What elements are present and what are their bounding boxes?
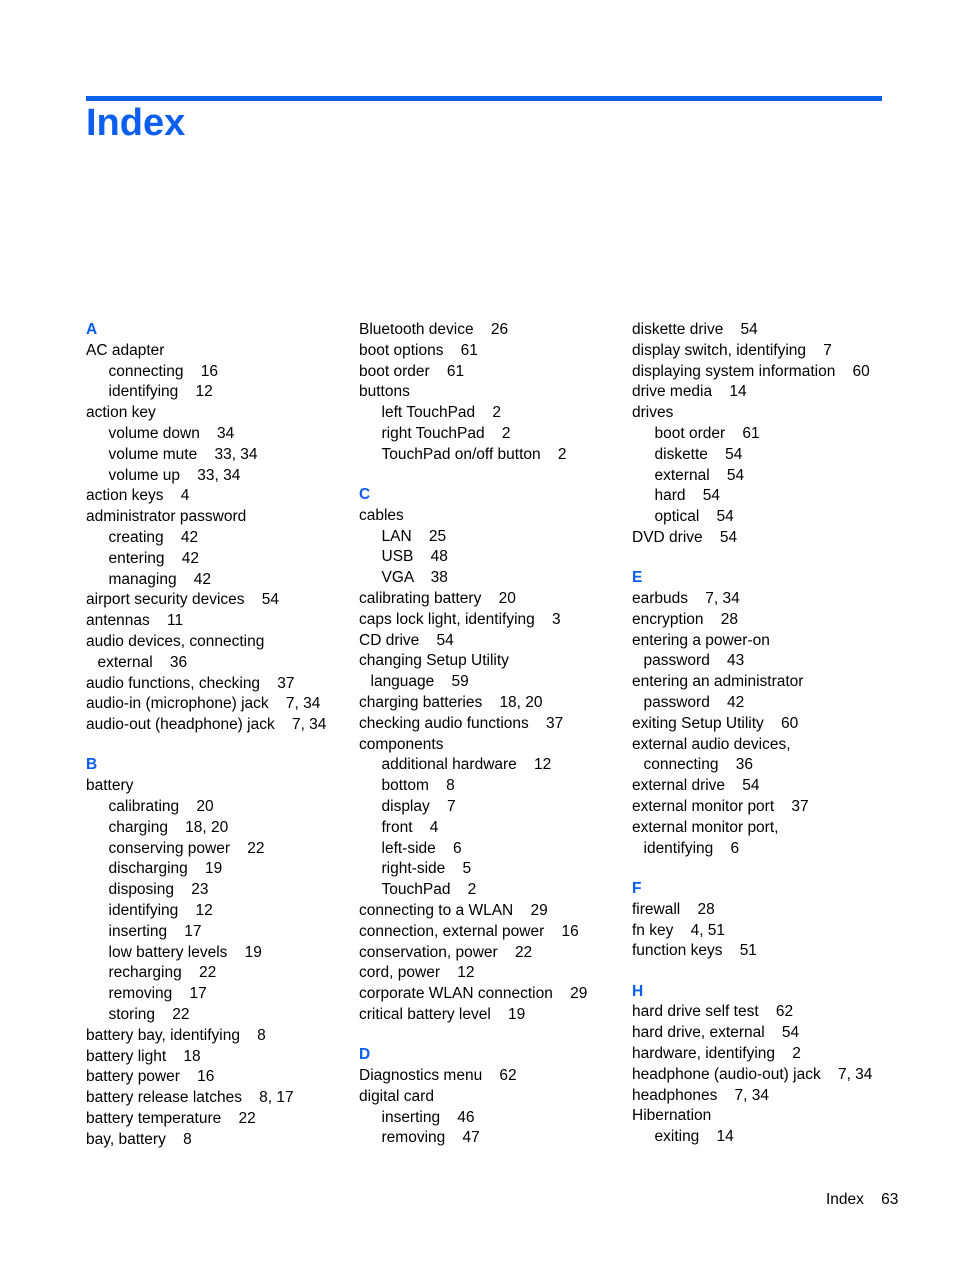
index-entry: boot options 61 — [359, 341, 478, 359]
index-entry: AC adapter — [86, 341, 165, 359]
index-subentry: identifying 12 — [108, 902, 213, 920]
index-subentry: discharging 19 — [108, 860, 223, 878]
page-number: 63 — [881, 1191, 899, 1208]
index-entry: Hibernation — [632, 1107, 712, 1125]
index-entry: antennas 11 — [86, 612, 184, 630]
index-entry: diskette drive 54 — [632, 321, 758, 338]
index-entry: hard drive, external 54 — [632, 1024, 800, 1042]
index-subentry: exiting 14 — [654, 1128, 734, 1146]
index-entry: checking audio functions 37 — [359, 714, 564, 732]
index-subentry: storing 22 — [108, 1006, 190, 1023]
index-subentry: connecting 36 — [643, 756, 753, 774]
index-entry: corporate WLAN connection 29 — [359, 985, 588, 1003]
index-entry: hardware, identifying 2 — [632, 1045, 801, 1062]
index-subentry: LAN 25 — [381, 527, 447, 545]
page-footer — [826, 1191, 898, 1209]
index-subentry: language 59 — [370, 673, 469, 691]
section-letter: H — [632, 982, 644, 1000]
index-subentry: removing 47 — [381, 1129, 480, 1147]
index-entry: DVD drive 54 — [632, 528, 738, 546]
index-entry: digital card — [359, 1087, 434, 1105]
index-subentry: bottom 8 — [381, 777, 455, 795]
index-section — [86, 755, 348, 1150]
index-section — [359, 485, 621, 1026]
index-section — [632, 568, 894, 859]
index-subentry: low battery levels 19 — [108, 943, 262, 961]
index-entry: hard drive self test 62 — [632, 1003, 794, 1021]
index-subentry: hard 54 — [654, 487, 720, 505]
index-subentry: calibrating 20 — [108, 798, 214, 816]
index-subentry: recharging 22 — [108, 964, 217, 982]
index-entry: airport security devices 54 — [86, 591, 279, 609]
index-section — [359, 1045, 621, 1149]
index-subentry: VGA 38 — [381, 569, 448, 587]
index-entry: conservation, power 22 — [359, 943, 533, 961]
footer-label: Index — [826, 1191, 864, 1208]
index-subentry: left TouchPad 2 — [381, 404, 501, 422]
index-subentry: front 4 — [381, 818, 439, 836]
index-subentry: TouchPad 2 — [381, 881, 477, 899]
index-subentry: right TouchPad 2 — [381, 424, 511, 442]
index-entry: components — [359, 735, 444, 753]
section-letter: C — [359, 486, 371, 504]
index-subentry: optical 54 — [654, 508, 734, 526]
index-subentry: managing 42 — [108, 570, 212, 588]
index-section — [632, 982, 894, 1148]
index-entry: audio functions, checking 37 — [86, 674, 295, 692]
index-column-3 — [632, 320, 894, 1167]
index-entry: battery — [86, 777, 134, 795]
index-section — [86, 320, 348, 736]
index-section — [632, 879, 894, 962]
index-entry: calibrating battery 20 — [359, 590, 516, 608]
index-entry: battery release latches 8, 17 — [86, 1089, 294, 1107]
index-entry: display switch, identifying 7 — [632, 341, 832, 359]
index-entry: entering an administrator — [632, 673, 804, 691]
index-subentry: boot order 61 — [654, 424, 760, 442]
index-entry: external monitor port, — [632, 818, 779, 836]
index-entry: changing Setup Utility — [359, 652, 509, 670]
index-entry: fn key 4, 51 — [632, 921, 726, 939]
index-subentry: conserving power 22 — [108, 839, 265, 857]
index-subentry: charging 18, 20 — [108, 818, 229, 836]
index-entry: Diagnostics menu 62 — [359, 1067, 517, 1085]
title-rule — [86, 96, 882, 101]
index-subentry: diskette 54 — [654, 445, 743, 463]
index-section — [359, 320, 621, 466]
index-entry: action keys 4 — [86, 487, 190, 505]
index-entry: connection, external power 16 — [359, 922, 579, 940]
index-entry: battery temperature 22 — [86, 1109, 256, 1127]
index-entry: battery bay, identifying 8 — [86, 1026, 266, 1044]
index-section — [632, 320, 894, 549]
index-column-2 — [359, 320, 621, 1169]
index-entry: exiting Setup Utility 60 — [632, 714, 799, 732]
index-entry: headphones 7, 34 — [632, 1086, 770, 1104]
index-entry: external audio devices, — [632, 735, 791, 753]
index-entry: drive media 14 — [632, 383, 747, 401]
index-subentry: identifying 12 — [108, 383, 213, 401]
index-entry: Bluetooth device 26 — [359, 321, 509, 338]
index-entry: connecting to a WLAN 29 — [359, 902, 548, 920]
section-letter: A — [86, 321, 98, 338]
index-entry: boot order 61 — [359, 362, 465, 380]
index-entry: displaying system information 60 — [632, 362, 870, 380]
index-subentry: USB 48 — [381, 548, 448, 566]
index-subentry: connecting 16 — [108, 362, 218, 380]
index-subentry: right-side 5 — [381, 860, 472, 878]
index-entry: bay, battery 8 — [86, 1130, 192, 1148]
index-entry: cord, power 12 — [359, 964, 475, 982]
index-entry: battery light 18 — [86, 1047, 201, 1065]
index-subentry: additional hardware 12 — [381, 756, 552, 774]
index-column-1 — [86, 320, 348, 1170]
index-entry: action key — [86, 404, 156, 422]
index-subentry: external 36 — [97, 653, 188, 671]
index-entry: external drive 54 — [632, 777, 760, 795]
index-entry: cables — [359, 506, 404, 524]
index-subentry: external 54 — [654, 466, 745, 484]
index-entry: drives — [632, 404, 674, 422]
index-entry: buttons — [359, 383, 410, 401]
section-letter: F — [632, 879, 642, 897]
index-entry: audio devices, connecting — [86, 632, 265, 650]
index-subentry: display 7 — [381, 798, 456, 816]
index-subentry: entering 42 — [108, 549, 199, 567]
index-entry: caps lock light, identifying 3 — [359, 610, 561, 628]
index-entry: CD drive 54 — [359, 631, 454, 649]
index-entry: audio-in (microphone) jack 7, 34 — [86, 695, 321, 713]
index-entry: encryption 28 — [632, 610, 738, 628]
index-subentry: password 43 — [643, 652, 745, 670]
section-letter: D — [359, 1046, 371, 1064]
index-entry: entering a power-on — [632, 631, 770, 649]
index-subentry: removing 17 — [108, 985, 207, 1003]
section-letter: B — [86, 756, 98, 774]
index-entry: external monitor port 37 — [632, 798, 809, 816]
index-entry: audio-out (headphone) jack 7, 34 — [86, 716, 327, 734]
index-subentry: volume up 33, 34 — [108, 466, 241, 484]
index-entry: critical battery level 19 — [359, 1006, 526, 1023]
index-subentry: inserting 46 — [381, 1108, 475, 1126]
section-letter: E — [632, 569, 643, 587]
index-entry: function keys 51 — [632, 942, 757, 960]
index-subentry: identifying 6 — [643, 839, 740, 857]
index-subentry: volume down 34 — [108, 424, 235, 442]
index-subentry: disposing 23 — [108, 881, 209, 899]
index-entry: headphone (audio-out) jack 7, 34 — [632, 1065, 873, 1083]
index-entry: battery power 16 — [86, 1068, 215, 1086]
index-subentry: creating 42 — [108, 528, 199, 546]
index-entry: firewall 28 — [632, 900, 715, 918]
index-subentry: left-side 6 — [381, 839, 462, 857]
index-entry: charging batteries 18, 20 — [359, 694, 543, 712]
index-entry: administrator password — [86, 508, 247, 526]
index-subentry: inserting 17 — [108, 922, 202, 940]
index-subentry: password 42 — [643, 694, 745, 712]
index-entry: earbuds 7, 34 — [632, 590, 740, 608]
index-subentry: volume mute 33, 34 — [108, 445, 258, 463]
index-subentry: TouchPad on/off button 2 — [381, 445, 567, 463]
page-title: Index — [86, 102, 186, 144]
